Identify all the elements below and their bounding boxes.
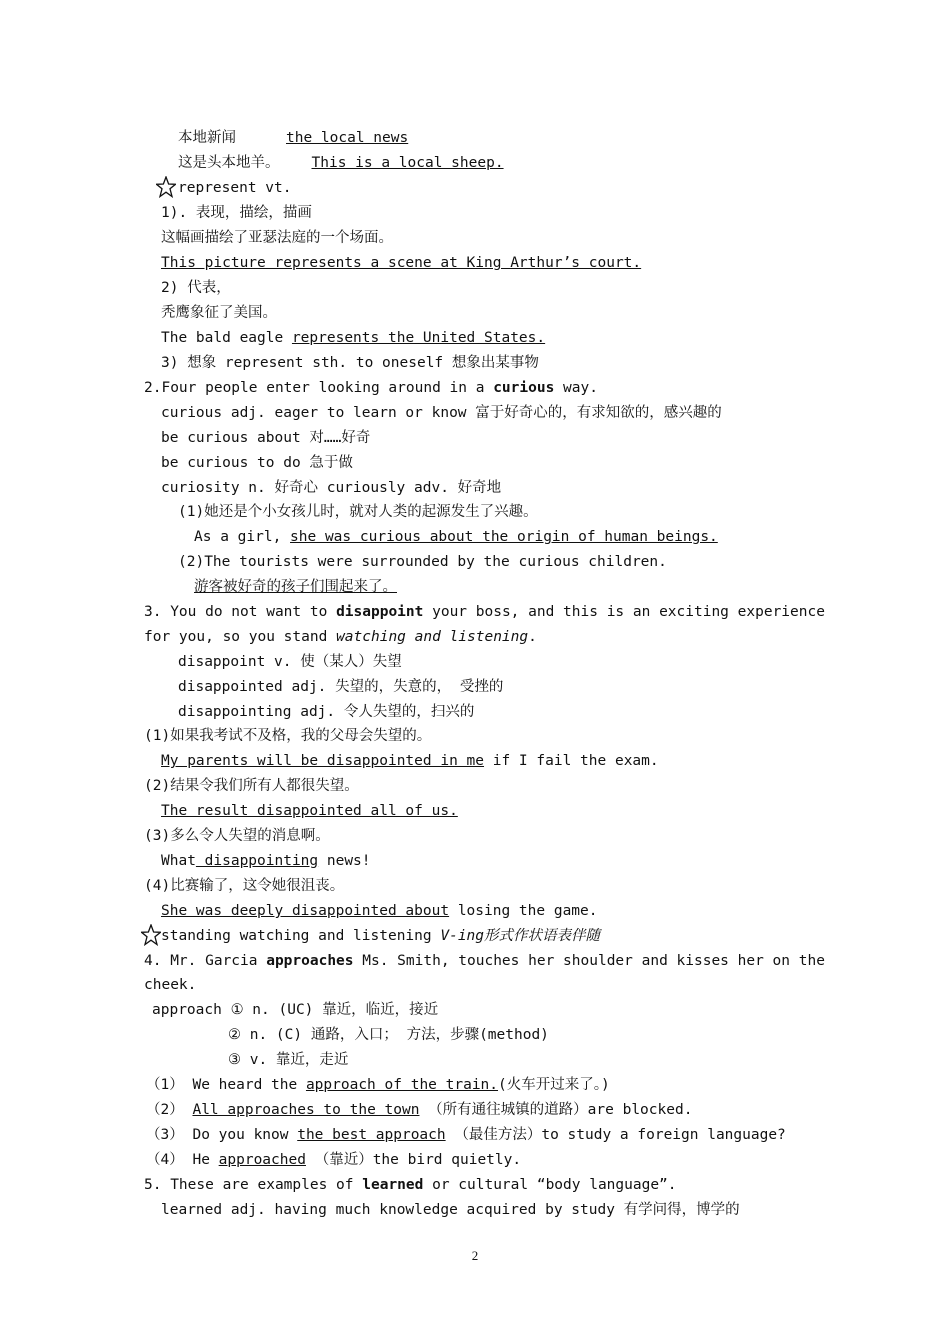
text: news! (318, 853, 371, 869)
text: （3） Do you know (146, 1127, 298, 1143)
line-27 (144, 776, 359, 796)
line-17 (194, 527, 718, 547)
text: (1)她还是个小女孩儿时，就对人类的起源发生了兴趣。 (178, 504, 538, 520)
text: represent vt. (178, 180, 292, 196)
bold-term: approaches (266, 953, 354, 969)
star-icon (141, 924, 161, 946)
text: ② n. (C) 通路，入口； 方法，步骤(method) (228, 1027, 549, 1043)
underlined-phrase: she was curious about the origin of human beings. (290, 529, 718, 545)
line-24 (178, 702, 474, 722)
text: As a girl, (194, 529, 291, 545)
text: 5. These are examples of (144, 1177, 363, 1193)
text: learned adj. having much knowledge acquired by study 有学问得，博学的 (161, 1202, 740, 1218)
line-41 (146, 1125, 786, 1145)
text: disappointed adj. 失望的，失意的， 受挫的 (178, 679, 504, 695)
text: 4. Mr. Garcia (144, 953, 267, 969)
line-43 (144, 1175, 677, 1195)
underlined-phrase: disappointing (195, 853, 319, 869)
line-32 (161, 901, 598, 921)
line-16 (178, 502, 538, 522)
line-2 (178, 153, 504, 173)
line-9 (161, 328, 545, 348)
text: 3. You do not want to (144, 604, 337, 620)
line-26 (161, 751, 659, 771)
text: What (161, 853, 196, 869)
line-7 (161, 278, 231, 298)
text: for you, so you stand (144, 629, 337, 645)
text: （2） (146, 1102, 193, 1118)
text: or cultural “body language”. (423, 1177, 677, 1193)
underlined-phrase: This picture represents a scene at King Arthur’s court. (161, 255, 642, 271)
line-36 (152, 1000, 438, 1020)
line-3 (178, 178, 292, 198)
line-35 (144, 975, 196, 995)
underlined-phrase: approach of the train. (305, 1077, 499, 1093)
line-31 (144, 876, 344, 896)
underlined-phrase: the local news (286, 130, 409, 146)
text: 3) 想象 represent sth. to oneself 想象出某事物 (161, 355, 539, 371)
text: 1). 表现，描绘，描画 (161, 205, 312, 221)
text: （4） He (146, 1152, 219, 1168)
line-25 (144, 726, 431, 746)
underlined-phrase: represents the United States. (291, 330, 546, 346)
underlined-phrase: All approaches to the town (192, 1102, 420, 1118)
line-21 (144, 627, 537, 647)
text: your boss, and this is an exciting experience (423, 604, 825, 620)
line-14 (161, 453, 353, 473)
line-15 (161, 478, 501, 498)
underlined-phrase: My parents will be disappointed in me (161, 753, 485, 769)
text: (2)结果令我们所有人都很失望。 (144, 778, 359, 794)
text: curiosity n. 好奇心 curiously adv. 好奇地 (161, 480, 502, 496)
text: disappoint v. 使（某人）失望 (178, 654, 402, 670)
text: be curious to do 急于做 (161, 455, 353, 471)
text: 这幅画描绘了亚瑟法庭的一个场面。 (161, 230, 393, 246)
text: losing the game. (449, 903, 598, 919)
underlined-phrase: She was deeply disappointed about (161, 903, 450, 919)
bold-term: curious (493, 380, 555, 396)
text: be curious about 对……好奇 (161, 430, 371, 446)
line-12 (161, 403, 722, 423)
line-38 (228, 1050, 348, 1070)
text: The bald eagle (161, 330, 292, 346)
line-30 (161, 851, 371, 871)
text: (1)如果我考试不及格，我的父母会失望的。 (144, 728, 432, 744)
text: (2)The tourists were surrounded by the curious children. (178, 554, 667, 570)
text: （1） We heard the (146, 1077, 306, 1093)
text: 2.Four people enter looking around in a (144, 380, 494, 396)
line-37 (228, 1025, 549, 1045)
line-44 (161, 1200, 740, 1220)
text: cheek. (144, 977, 197, 993)
line-42 (146, 1150, 521, 1170)
italic-phrase: watching and listening (336, 629, 529, 645)
text: way. (554, 380, 598, 396)
underlined-phrase: This is a local sheep. (311, 155, 504, 171)
text: standing watching and listening (161, 928, 441, 944)
line-28 (161, 801, 458, 821)
line-23 (178, 677, 503, 697)
bold-term: disappoint (336, 604, 424, 620)
line-18 (178, 552, 667, 572)
line-10 (161, 353, 539, 373)
line-13 (161, 428, 370, 448)
line-33 (161, 926, 600, 946)
text: disappointing adj. 令人失望的，扫兴的 (178, 704, 475, 720)
text: ③ v. 靠近，走近 (228, 1052, 349, 1068)
text: 本地新闻 (178, 130, 236, 146)
italic-phrase: V-ing形式作状语表伴随 (440, 928, 601, 944)
line-5 (161, 228, 393, 248)
underlined-phrase: approached (218, 1152, 306, 1168)
line-19 (194, 577, 397, 597)
text: . (528, 629, 537, 645)
page-number: 2 (471, 1248, 479, 1263)
text: Ms. Smith, touches her shoulder and kisses her on the (353, 953, 825, 969)
text: （靠近）the bird quietly. (305, 1152, 522, 1168)
text: 2) 代表， (161, 280, 231, 296)
line-6 (161, 253, 641, 273)
text: 这是头本地羊。 (178, 155, 280, 171)
star-icon (156, 176, 176, 198)
line-40 (146, 1100, 692, 1120)
line-1 (178, 128, 408, 148)
text: (3)多么令人失望的消息啊。 (144, 828, 330, 844)
line-34 (144, 951, 825, 971)
text: if I fail the exam. (484, 753, 659, 769)
bold-term: learned (362, 1177, 424, 1193)
line-8 (161, 303, 277, 323)
line-39 (146, 1075, 610, 1095)
underlined-phrase: 游客被好奇的孩子们围起来了。 (194, 579, 397, 595)
text: (4)比赛输了，这令她很沮丧。 (144, 878, 345, 894)
underlined-phrase: The result disappointed all of us. (161, 803, 458, 819)
line-20 (144, 602, 825, 622)
text: （最佳方法）to study a foreign language? (445, 1127, 786, 1143)
text: 秃鹰象征了美国。 (161, 305, 277, 321)
line-11 (144, 378, 598, 398)
text: approach ① n. (UC) 靠近，临近，接近 (152, 1002, 439, 1018)
underlined-phrase: the best approach (297, 1127, 446, 1143)
line-4 (161, 203, 312, 223)
text: （所有通往城镇的道路）are blocked. (419, 1102, 693, 1118)
line-22 (178, 652, 402, 672)
line-29 (144, 826, 330, 846)
text: curious adj. eager to learn or know 富于好奇心的，有求知欲的，感兴趣的 (161, 405, 722, 421)
text: (火车开过来了。) (498, 1077, 610, 1093)
